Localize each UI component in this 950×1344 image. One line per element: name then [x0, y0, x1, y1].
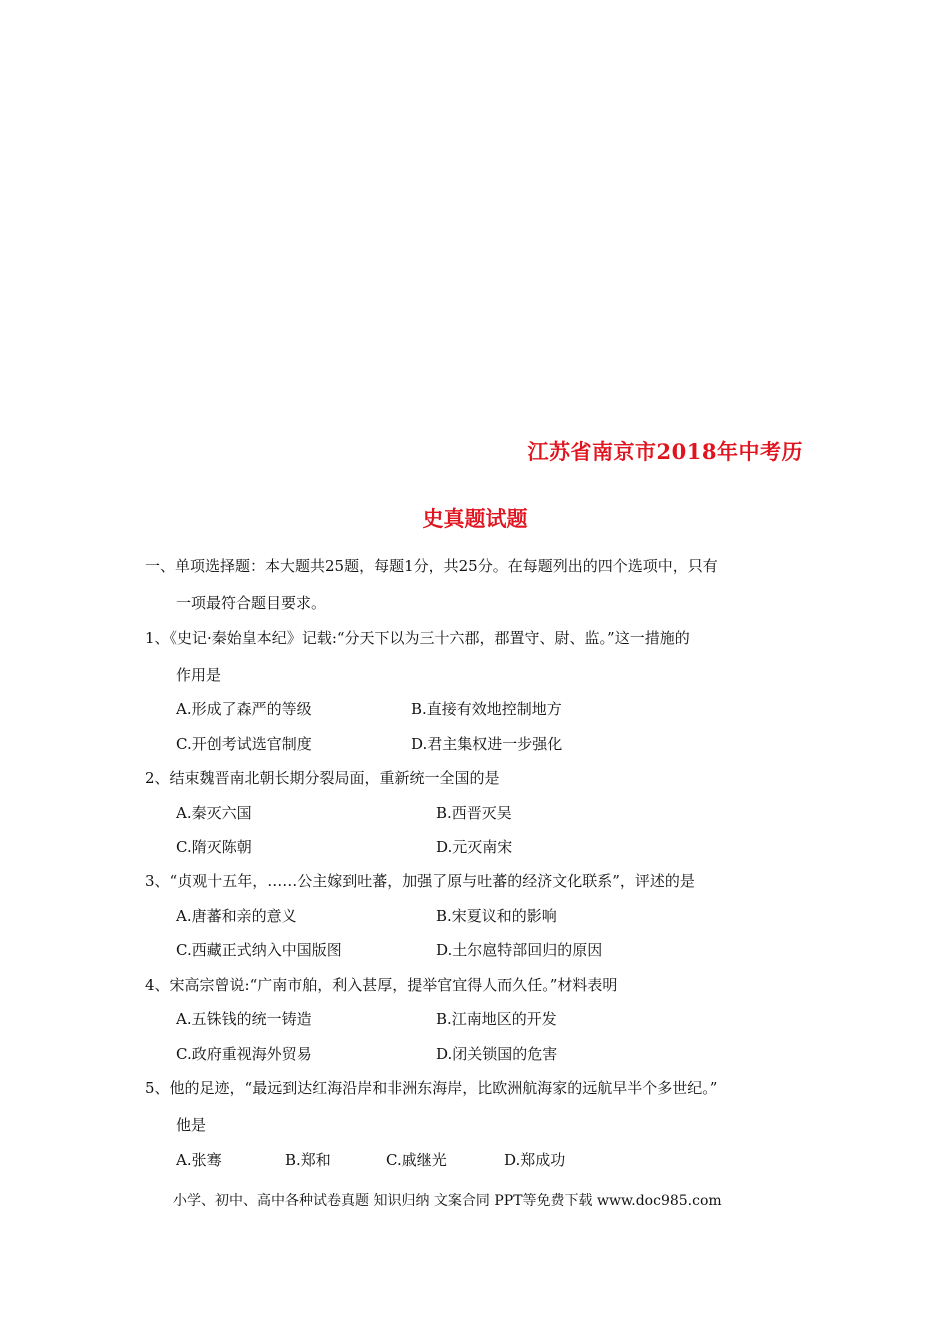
question-4-stem: 4、宋高宗曾说:“广南市舶，利入甚厚，提举官宜得人而久任。”材料表明 — [145, 976, 618, 994]
question-5-option-d: D.郑成功 — [504, 1151, 566, 1169]
question-5-stem-cont: 他是 — [176, 1116, 207, 1134]
question-5-stem: 5、他的足迹，“最远到达红海沿岸和非洲东海岸，比欧洲航海家的远航早半个多世纪。” — [145, 1079, 718, 1097]
question-5-option-c: C.戚继光 — [386, 1151, 447, 1169]
question-5-option-a: A.张骞 — [176, 1151, 222, 1169]
question-1-option-b: B.直接有效地控制地方 — [411, 700, 562, 718]
question-4-option-b: B.江南地区的开发 — [436, 1010, 557, 1028]
section-instruction-line-1: 一、单项选择题：本大题共25题，每题1分，共25分。在每题列出的四个选项中，只有 — [145, 557, 718, 575]
question-3-option-b: B.宋夏议和的影响 — [436, 907, 557, 925]
question-3-option-c: C.西藏正式纳入中国版图 — [176, 941, 342, 959]
question-1-option-c: C.开创考试选官制度 — [176, 735, 312, 753]
question-3-option-d: D.土尔扈特部回归的原因 — [436, 941, 603, 959]
question-2-option-c: C.隋灭陈朝 — [176, 838, 252, 856]
question-1-stem: 1、《史记·秦始皇本纪》记载:“分天下以为三十六郡，郡置守、尉、监。”这一措施的 — [145, 629, 690, 647]
question-4-option-c: C.政府重视海外贸易 — [176, 1045, 312, 1063]
question-2-option-a: A.秦灭六国 — [176, 804, 252, 822]
question-2-option-d: D.元灭南宋 — [436, 838, 513, 856]
title-line-2: 史真题试题 — [422, 506, 528, 531]
question-4-option-a: A.五铢钱的统一铸造 — [176, 1010, 312, 1028]
question-3-option-a: A.唐蕃和亲的意义 — [176, 907, 297, 925]
footer-note: 小学、初中、高中各种试卷真题 知识归纳 文案合同 PPT等免费下载 www.doc985.com — [173, 1193, 722, 1209]
question-4-option-d: D.闭关锁国的危害 — [436, 1045, 558, 1063]
section-instruction-line-2: 一项最符合题目要求。 — [176, 594, 327, 612]
question-1-stem-cont: 作用是 — [176, 666, 222, 684]
question-5-option-b: B.郑和 — [285, 1151, 331, 1169]
question-1-option-a: A.形成了森严的等级 — [176, 700, 312, 718]
question-2-option-b: B.西晋灭吴 — [436, 804, 512, 822]
question-1-option-d: D.君主集权进一步强化 — [411, 735, 563, 753]
question-2-stem: 2、结束魏晋南北朝长期分裂局面，重新统一全国的是 — [145, 769, 500, 787]
title-line-1: 江苏省南京市2018年中考历 — [527, 439, 803, 464]
question-3-stem: 3、“贞观十五年，……公主嫁到吐蕃，加强了原与吐蕃的经济文化联系”，评述的是 — [145, 872, 695, 890]
